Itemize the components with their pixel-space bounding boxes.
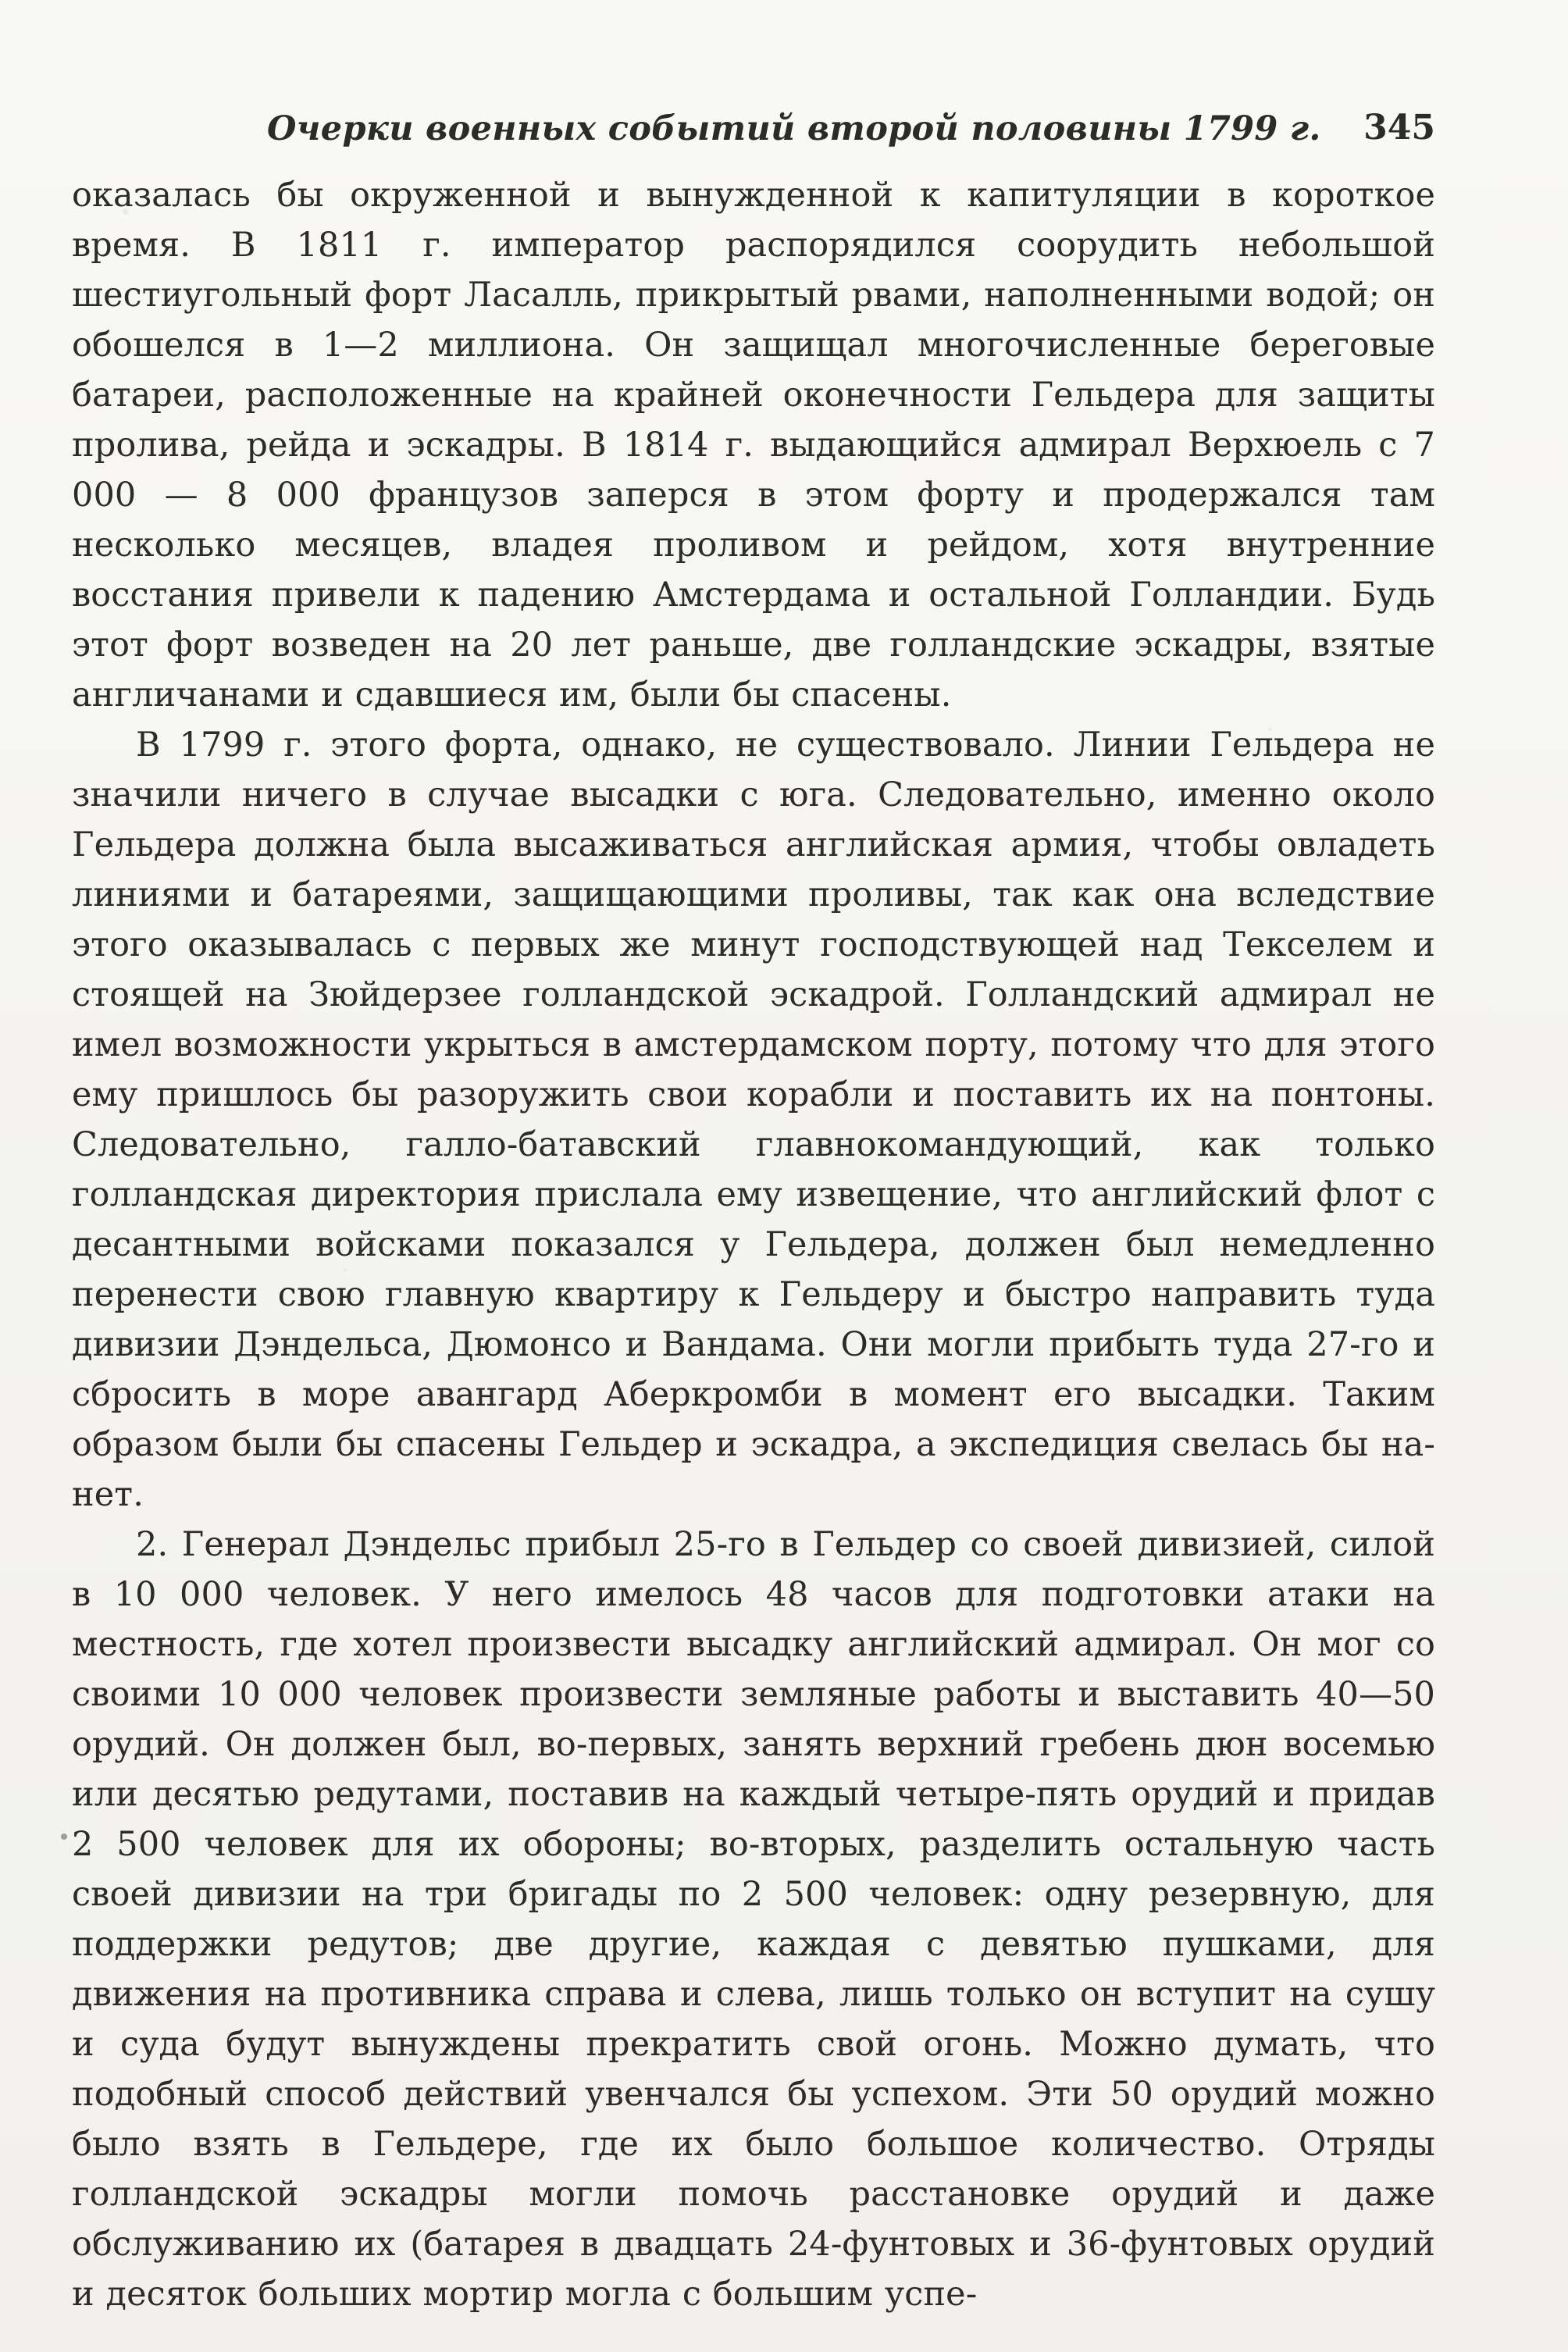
paper-speck xyxy=(61,1833,67,1840)
paragraph-1: оказалась бы окруженной и вынужденной к капитуляции в короткое время. В 1811 г. император распорядился соорудить небольшой шестиугольный форт Ласалль, прикрытый рвами, наполненными водой; он обошелся в 1—2 миллиона. Он защищал многочисленные береговые батареи, расположенные на крайней оконечности Гельдера для защиты пролива, рейда и эскадры. В 1814 г. выдающийся адмирал Верхюель с 7 000 — 8 000 французов заперся в этом форту и продержался там несколько месяцев, владея проливом и рейдом, хотя внутренние восстания привели к падению Амстердама и остальной Голландии. Будь этот форт возведен на 20 лет раньше, две голландские эскадры, взятые англичанами и сдавшиеся им, были бы спасены. xyxy=(72,176,1435,715)
paragraph-3: 2. Генерал Дэндельс прибыл 25-го в Гельдер со своей дивизией, силой в 10 000 человек. У него имелось 48 часов для подготовки атаки на местность, где хотел произвести высадку английский адмирал. Он мог со своими 10 000 человек произвести земляные работы и выставить 40—50 орудий. Он должен был, во-первых, занять верхний гребень дюн восемью или десятью редутами, поставив на каждый четыре-пять орудий и придав 2 500 человек для их обороны; во-вторых, разделить остальную часть своей дивизии на три бригады по 2 500 человек: одну резервную, для поддержки редутов; две другие, каждая с девятью пушками, для движения на противника справа и слева, лишь только он вступит на сушу и суда будут вынуждены прекратить свой огонь. Можно думать, что подобный способ действий увенчался бы успехом. Эти 50 орудий можно было взять в Гельдере, где их было большое количество. Отряды голландской эскадры могли помочь расстановке орудий и даже обслуживанию их (батарея в двадцать 24-фунтовых и 36-фунтовых орудий и десяток больших мортир могла с большим успе- xyxy=(72,1525,1435,2314)
body-text xyxy=(72,170,1435,2319)
paragraph-2: В 1799 г. этого форта, однако, не существовало. Линии Гельдера не значили ничего в случае высадки с юга. Следовательно, именно около Гельдера должна была высаживаться английская армия, чтобы овладеть линиями и батареями, защищающими проливы, так как она вследствие этого оказывалась с первых же минут господствующей над Текселем и стоящей на Зюйдерзее голландской эскадрой. Голландский адмирал не имел возможности укрыться в амстердамском порту, потому что для этого ему пришлось бы разоружить свои корабли и поставить их на понтоны. Следовательно, галло-батавский главнокомандующий, как только голландская директория прислала ему извещение, что английский флот с десантными войсками показался у Гельдера, должен был немедленно перенести свою главную квартиру к Гельдеру и быстро направить туда дивизии Дэндельса, Дюмонсо и Вандама. Они могли прибыть туда 27-го и сбросить в море авангард Аберкромби в момент его высадки. Таким образом были бы спасены Гельдер и эскадра, а экспедиция свелась бы на-нет. xyxy=(72,725,1435,1514)
running-head: Очерки военных событий второй половины 1799 г. xyxy=(267,109,1321,148)
page-header xyxy=(267,103,1435,170)
page-number: 345 xyxy=(1363,108,1435,148)
